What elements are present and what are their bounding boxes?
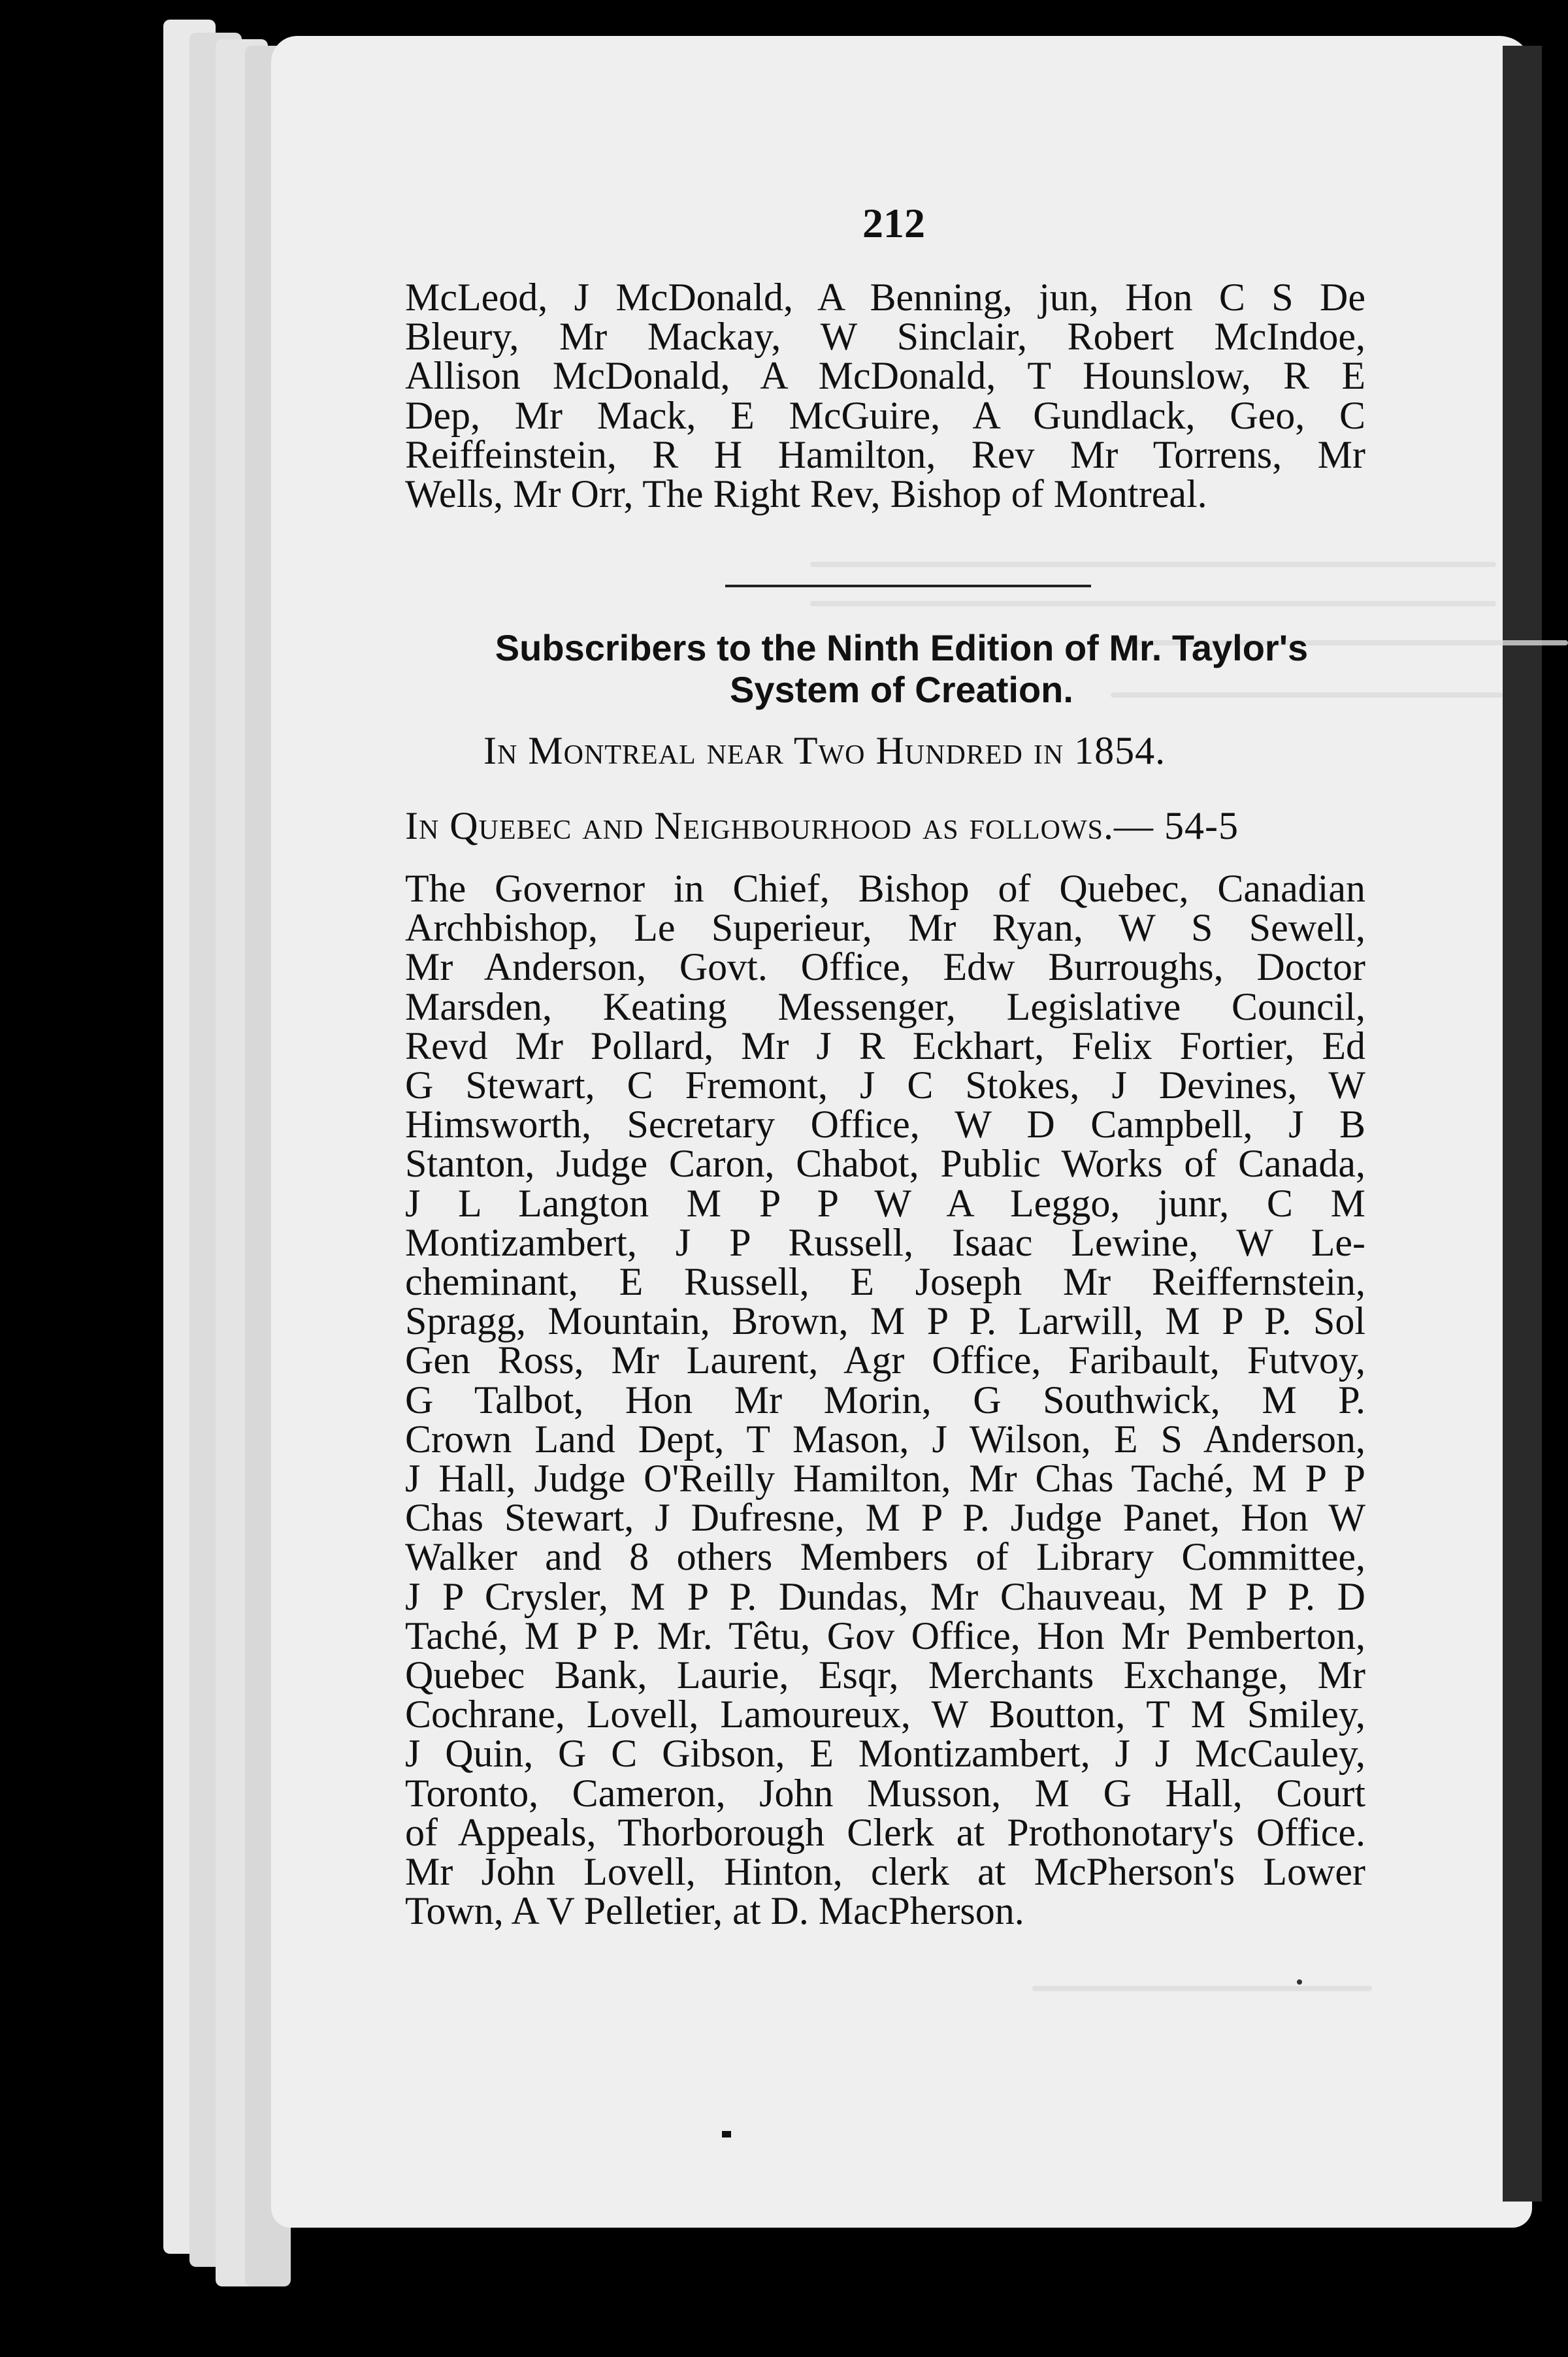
text-line: cheminant, E Russell, E Joseph Mr Reiffernstein, — [405, 1260, 1365, 1304]
text-line: Dep, Mr Mack, E McGuire, A Gundlack, Geo, C — [405, 393, 1365, 437]
quebec-subscriber-list — [405, 867, 1365, 1933]
ink-speck — [1297, 1979, 1302, 1985]
heading-line-1: Subscribers to the Ninth Edition of Mr. Taylor's — [495, 627, 1309, 668]
text-line: Chas Stewart, J Dufresne, M P P. Judge Panet, Hon W — [405, 1496, 1365, 1540]
text-line: G Stewart, C Fremont, J C Stokes, J Devines, W — [405, 1064, 1365, 1107]
text-line: of Appeals, Thorborough Clerk at Prothonotary's Office. — [405, 1810, 1365, 1854]
text-line: Revd Mr Pollard, Mr J R Eckhart, Felix Fortier, Ed — [405, 1024, 1365, 1067]
montreal-line: In Montreal near Two Hundred in 1854. — [483, 729, 1166, 772]
text-line: McLeod, J McDonald, A Benning, jun, Hon C S De — [405, 276, 1365, 319]
bleed-through-line — [810, 601, 1496, 606]
text-line: J P Crysler, M P P. Dundas, Mr Chauveau, M P P. D — [405, 1574, 1365, 1618]
text-line: Mr John Lovell, Hinton, clerk at McPherson's Lower — [405, 1850, 1365, 1894]
bleed-through-line — [1032, 1986, 1372, 1991]
text-line: Bleury, Mr Mackay, W Sinclair, Robert McIndoe, — [405, 315, 1365, 359]
text-line: Allison McDonald, A McDonald, T Hounslow, R E — [405, 354, 1365, 398]
text-line: Mr Anderson, Govt. Office, Edw Burroughs, Doctor — [405, 945, 1365, 989]
text-line: Marsden, Keating Messenger, Legislative Council, — [405, 984, 1365, 1028]
text-line: The Governor in Chief, Bishop of Quebec, Canadian — [405, 867, 1365, 910]
text-line: Crown Land Dept, T Mason, J Wilson, E S Anderson, — [405, 1417, 1365, 1461]
text-line: Taché, M P P. Mr. Têtu, Gov Office, Hon Mr Pemberton, — [405, 1614, 1365, 1657]
subscriber-list-continued — [405, 276, 1365, 516]
text-line: Spragg, Mountain, Brown, M P P. Larwill, M P P. Sol — [405, 1299, 1365, 1343]
text-line: Reiffeinstein, R H Hamilton, Rev Mr Torrens, Mr — [405, 432, 1365, 476]
page-gutter-shadow — [1503, 46, 1542, 2202]
text-line: Stanton, Judge Caron, Chabot, Public Works of Canada, — [405, 1142, 1365, 1186]
ink-mark — [722, 2131, 731, 2138]
text-line: Town, A V Pelletier, at D. MacPherson. — [405, 1889, 1024, 1933]
bleed-through-line — [810, 562, 1496, 567]
page-number: 212 — [862, 200, 925, 246]
text-line: Wells, Mr Orr, The Right Rev, Bishop of Montreal. — [405, 472, 1207, 516]
section-heading — [405, 627, 1398, 711]
text-line: Walker and 8 others Members of Library Committee, — [405, 1535, 1365, 1579]
text-line: J L Langton M P P W A Leggo, junr, C M — [405, 1181, 1365, 1225]
quebec-line: In Quebec and Neighbourhood as follows.— 54-5 — [405, 804, 1239, 847]
section-divider — [725, 585, 1091, 590]
text-line: J Quin, G C Gibson, E Montizambert, J J McCauley, — [405, 1732, 1365, 1776]
text-line: G Talbot, Hon Mr Morin, G Southwick, M P. — [405, 1378, 1365, 1422]
heading-line-2: System of Creation. — [730, 669, 1073, 710]
text-line: Quebec Bank, Laurie, Esqr, Merchants Exchange, Mr — [405, 1653, 1365, 1697]
text-line: J Hall, Judge O'Reilly Hamilton, Mr Chas Taché, M P P — [405, 1457, 1365, 1501]
text-line: Archbishop, Le Superieur, Mr Ryan, W S Sewell, — [405, 906, 1365, 950]
text-line: Cochrane, Lovell, Lamoureux, W Boutton, T M Smiley, — [405, 1693, 1365, 1736]
text-line: Himsworth, Secretary Office, W D Campbell, J B — [405, 1103, 1365, 1146]
text-line: Toronto, Cameron, John Musson, M G Hall, Court — [405, 1771, 1365, 1815]
text-line: Gen Ross, Mr Laurent, Agr Office, Faribault, Futvoy, — [405, 1339, 1365, 1382]
text-line: Montizambert, J P Russell, Isaac Lewine, W Le- — [405, 1220, 1365, 1264]
